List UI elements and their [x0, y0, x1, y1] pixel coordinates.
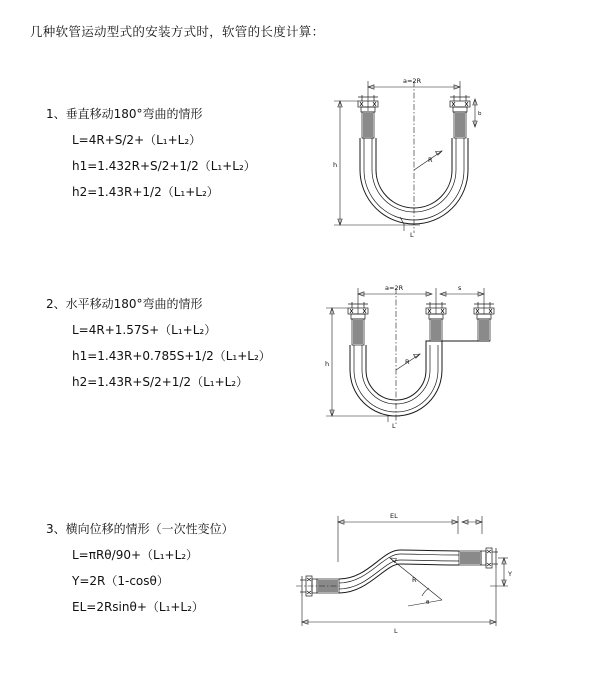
section-1-formula-3: h2=1.43R+1/2（L₁+L₂）	[72, 185, 219, 199]
section-2-formula-2: h1=1.43R+0.785S+1/2（L₁+L₂）	[72, 349, 271, 363]
svg-text:a=2R: a=2R	[385, 284, 404, 292]
section-2-title: 2、水平移动180°弯曲的情形	[46, 297, 203, 311]
svg-text:h: h	[333, 161, 338, 169]
section-1-formula-1: L=4R+S/2+（L₁+L₂）	[72, 133, 202, 147]
section-1-title: 1、垂直移动180°弯曲的情形	[46, 107, 203, 121]
svg-text:R: R	[428, 156, 433, 164]
svg-text:L: L	[394, 627, 398, 635]
section-2-formula-1: L=4R+1.57S+（L₁+L₂）	[72, 323, 217, 337]
svg-text:Y: Y	[508, 570, 512, 578]
lateral-offset-diagram	[290, 500, 520, 640]
page-title: 几种软管运动型式的安装方式时，软管的长度计算：	[30, 24, 325, 39]
svg-text:θ: θ	[426, 600, 430, 606]
svg-text:R: R	[405, 358, 410, 366]
section-3-title: 3、横向位移的情形（一次性变位）	[46, 522, 234, 536]
section-3-formula-2: Y=2R（1-cosθ）	[72, 574, 169, 588]
section-3-formula-3: EL=2Rsinθ+（L₁+L₂）	[72, 600, 204, 614]
section-1-formula-2: h1=1.432R+S/2+1/2（L₁+L₂）	[72, 159, 256, 173]
svg-text:s: s	[458, 284, 462, 292]
horizontal-180-bend-diagram	[300, 270, 520, 440]
svg-text:EL: EL	[390, 512, 398, 520]
section-3-formula-1: L=πRθ/90+（L₁+L₂）	[72, 548, 199, 562]
section-2-formula-3: h2=1.43R+S/2+1/2（L₁+L₂）	[72, 375, 249, 389]
section-2-text	[46, 295, 306, 390]
svg-text:L: L	[410, 231, 414, 239]
section-1-text	[46, 105, 306, 200]
svg-text:h: h	[325, 360, 330, 368]
svg-text:R: R	[412, 576, 417, 584]
section-3-text	[46, 520, 306, 615]
svg-text:b: b	[478, 111, 482, 117]
svg-text:L: L	[392, 422, 396, 430]
vertical-180-bend-diagram	[300, 65, 520, 255]
svg-text:a=2R: a=2R	[403, 77, 422, 85]
